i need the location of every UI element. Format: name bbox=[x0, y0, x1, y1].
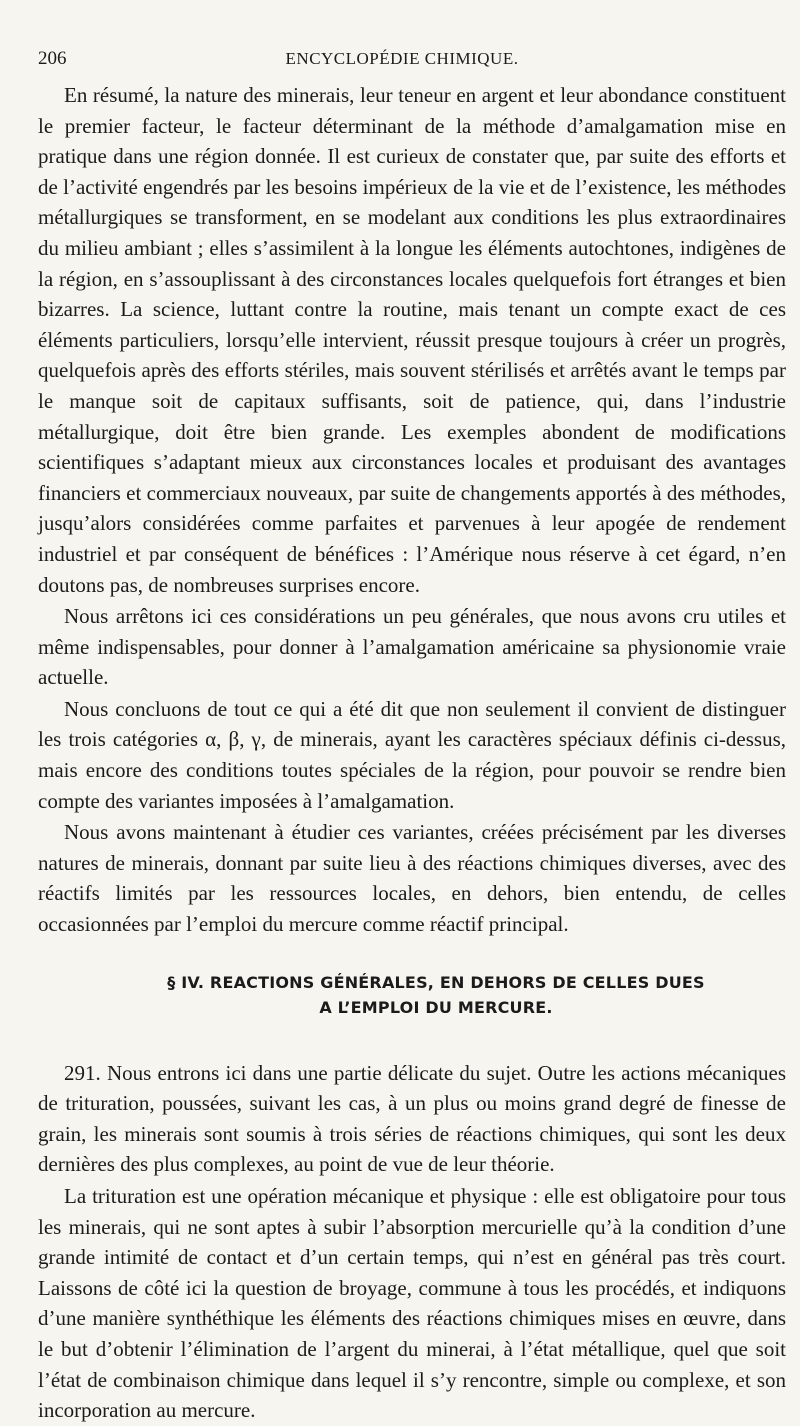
paragraph-291 bbox=[38, 1058, 786, 1180]
page-header bbox=[38, 48, 786, 70]
section-heading-line-1: § IV. REACTIONS GÉNÉRALES, EN DEHORS DE CELLES DUES bbox=[167, 972, 705, 992]
body-text bbox=[38, 80, 786, 940]
paragraph-variantes: Nous avons maintenant à étudier ces variantes, créées précisément par les diverses natures de minerais, donnant par suite lieu à des réactions chimiques diverses, avec des réactifs limités par les ressources locales, en dehors, bien entendu, de celles occasionnées par l’emploi du mercure comme réactif principal. bbox=[38, 820, 786, 937]
page-number: 206 bbox=[38, 48, 67, 69]
section-heading bbox=[38, 970, 786, 1020]
paragraph-considerations: Nous arrêtons ici ces considérations un peu générales, que nous avons cru utiles et même indispensables, pour donner à l’amalgamation américaine sa physionomie vraie actuelle. bbox=[38, 604, 786, 690]
paragraph-291-text: Nous entrons ici dans une partie délicate du sujet. Outre les actions mécaniques de trituration, poussées, suivant les cas, à un plus ou moins grand degré de finesse de grain, les minerais sont soumis à trois séries de réactions chimiques, qui sont les deux dernières des plus complexes, au point de vue de leur théorie. bbox=[38, 1060, 787, 1177]
paragraph-trituration: La trituration est une opération mécanique et physique : elle est obligatoire pour tous les minerais, qui ne sont aptes à subir l’absorption mercurielle qu’à la condition d’une grande intimité de contact et d’un certain temps, qui n’est en général pas très court. Laissons de côté ici la question de broyage, commune à tous les procédés, et indiquons d’une manière synthéthique les éléments des réactions chimiques mises en œuvre, dans le but d’obtenir l’élimination de l’argent du minerai, à l’état métallique, quel que soit l’état de combinaison chimique dans lequel il s’y rencontre, simple ou complexe, et son incorporation au mercure. bbox=[38, 1184, 786, 1423]
section-heading-line-2: A L’EMPLOI DU MERCURE. bbox=[319, 997, 553, 1017]
paragraph-conclusion: Nous concluons de tout ce qui a été dit que non seulement il convient de distinguer les trois catégories α, β, γ, de minerais, ayant les caractères spéciaux définis ci-dessus, mais encore des conditions toutes spéciales de la région, pour pouvoir se rendre bien compte des variantes imposées à l’amalgamation. bbox=[38, 696, 786, 813]
section-body bbox=[38, 1058, 786, 1426]
paragraph-resume: En résumé, la nature des minerais, leur teneur en argent et leur abondance constituent le premier facteur, le facteur déterminant de la méthode d’amalgamation mise en pratique dans une région donnée. Il est curieux de constater que, par suite des efforts et de l’activité engendrés par les besoins impérieux de la vie et de l’existence, les méthodes métallurgiques se transforment, en se modelant aux conditions les plus extraordinaires du milieu ambiant ; elles s’assimilent à la longue les éléments autochtones, indigènes de la région, en s’assouplissant à des circonstances locales quelquefois fort étranges et bien bizarres. La science, luttant contre la routine, mais tenant un compte exact de ces éléments particuliers, lorsqu’elle intervient, réussit presque toujours à créer un progrès, quelquefois après des efforts stériles, mais souvent stérilisés et arrêtés avant le temps par le manque soit de capitaux suffisants, soit de patience, qui, dans l’industrie métallurgique, doit être bien grande. Les exemples abondent de modifications scientifiques s’adaptant mieux aux circonstances locales et produisant des avantages financiers et commerciaux nouveaux, par suite de changements apportés à des méthodes, jusqu’alors considérées comme parfaites et parvenues à leur apogée de rendement industriel et par conséquent de bénéfices : l’Amérique nous réserve à cet égard, n’en doutons pas, de nombreuses surprises encore. bbox=[38, 83, 786, 597]
running-title: ENCYCLOPÉDIE CHIMIQUE. bbox=[285, 49, 519, 68]
paragraph-number: 291. bbox=[64, 1060, 101, 1085]
